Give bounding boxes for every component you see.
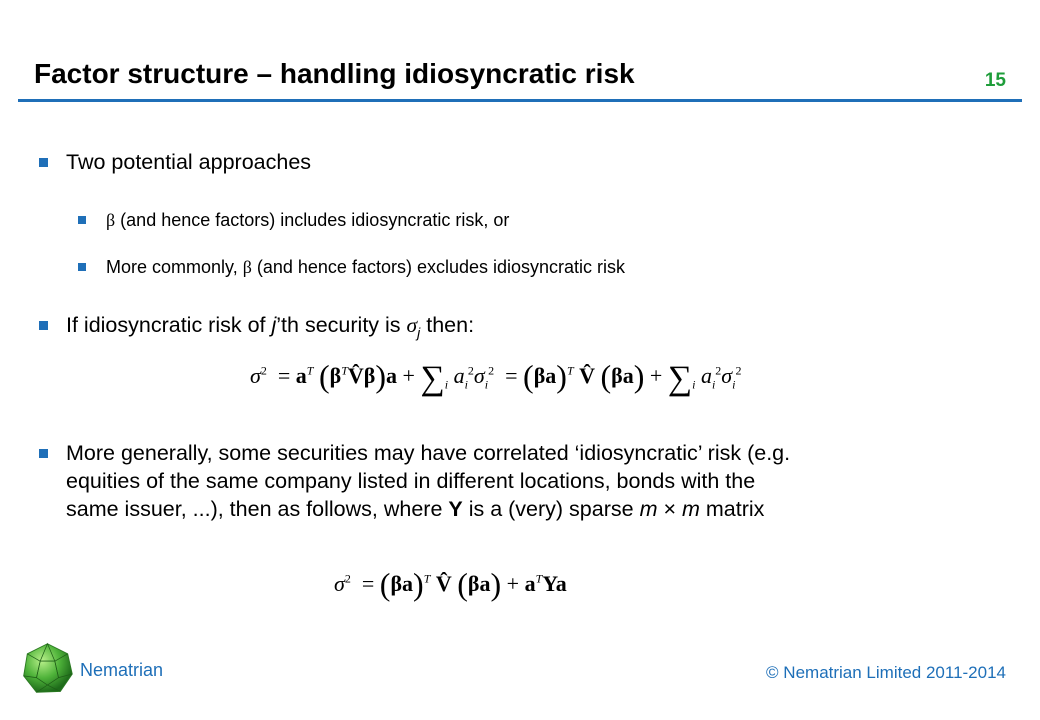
sub-bullet-includes: [106, 210, 509, 231]
bullet-line-2: equities of the same company listed in different locations, bonds with the: [66, 468, 756, 493]
bullet-idiosyncratic-risk: [66, 312, 474, 341]
sub-bullet-text-pre: More commonly,: [106, 257, 243, 277]
index-j: j: [271, 313, 277, 337]
bullet-text-mid: ’th security is: [276, 313, 407, 337]
bullet-square-icon: [39, 158, 48, 167]
dimension-m: m: [639, 496, 658, 521]
nematrian-logo-icon: [20, 641, 75, 696]
slide-number: 15: [984, 70, 1006, 91]
copyright-text: © Nematrian Limited 2011-2014: [766, 663, 1006, 682]
bullet-line-3-pre: same issuer, ...), then as follows, where: [66, 496, 449, 521]
bullet-line-3-post: matrix: [699, 496, 765, 521]
bullet-line-3: [66, 496, 986, 524]
matrix-y: Y: [448, 496, 463, 521]
title-divider: [18, 99, 1022, 102]
sub-bullet-text-post: (and hence factors) excludes idiosyncratic risk: [251, 257, 626, 277]
bullet-square-icon: [39, 449, 48, 458]
bullet-square-icon: [78, 263, 86, 271]
bullet-text-post: then:: [420, 313, 475, 337]
times-symbol: ×: [657, 496, 682, 521]
equation-total-variance: $\sigma^2 = a^T$ $(\beta^TV̂\beta)a + \sum_i$ $a_i^2\sigma_i^2 = (\beta a)^T$ V̂ $(\beta a) + \sum_i$ $a_i^2\sigma_i^2$: [250, 358, 742, 397]
sigma-subscript: j: [417, 324, 421, 341]
bullet-line-1: More generally, some securities may have correlated ‘idiosyncratic’ risk (e.g.: [66, 441, 791, 465]
sigma-symbol: σ: [406, 313, 418, 337]
beta-symbol: β: [242, 257, 252, 277]
sub-bullet-excludes: [106, 257, 625, 278]
sub-bullet-text: (and hence factors) includes idiosyncratic risk, or: [115, 210, 510, 230]
bullet-line-3-mid: is a (very) sparse: [462, 496, 640, 521]
bullet-two-approaches: [66, 149, 311, 177]
bullet-correlated-risk: [66, 440, 986, 524]
bullet-text: Two potential approaches: [66, 150, 312, 174]
dimension-m: m: [682, 496, 700, 521]
brand-name: Nematrian: [80, 660, 164, 680]
bullet-text-pre: If idiosyncratic risk of: [66, 313, 272, 337]
bullet-square-icon: [78, 216, 86, 224]
equation-sparse-variance: $\sigma^2 = (\beta a)^T$ V̂ $(\beta a) + a^TYa$: [334, 566, 567, 602]
beta-symbol: β: [106, 210, 116, 230]
bullet-square-icon: [39, 321, 48, 330]
slide-title: Factor structure – handling idiosyncratic risk: [34, 58, 635, 89]
